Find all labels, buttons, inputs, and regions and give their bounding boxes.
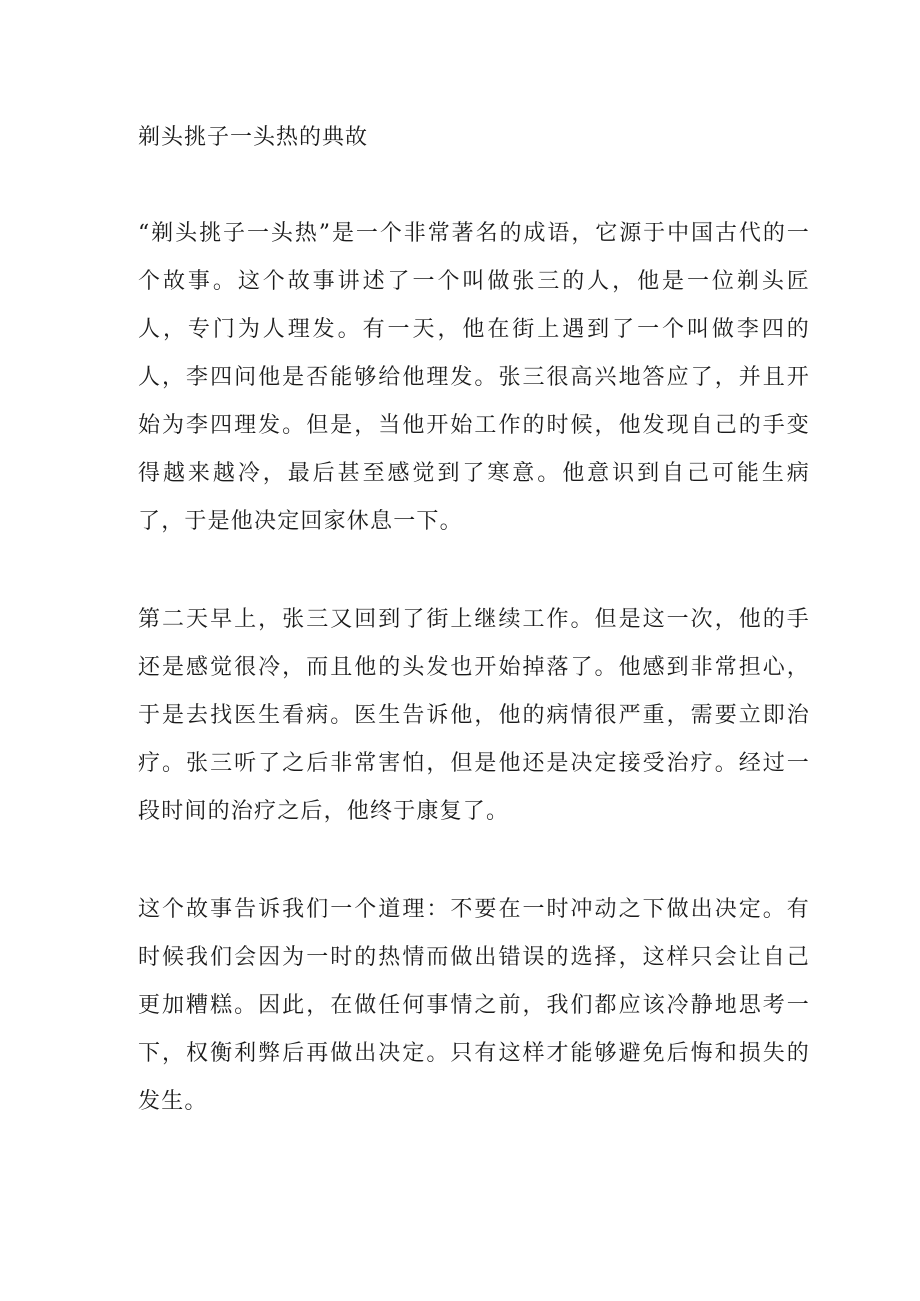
- document-page: [138, 116, 810, 1126]
- paragraph-3: 这个故事告诉我们一个道理：不要在一时冲动之下做出决定。有时候我们会因为一时的热情而做出错误的选择，这样只会让自己更加糟糕。因此，在做任何事情之前，我们都应该冷静地思考一下，权衡利弊后再做出决定。只有这样才能够避免后悔和损失的发生。: [138, 897, 810, 1114]
- paragraph-2: 第二天早上，张三又回到了街上继续工作。但是这一次，他的手还是感觉很冷，而且他的头发也开始掉落了。他感到非常担心，于是去找医生看病。医生告诉他，他的病情很严重，需要立即治疗。张三听了之后非常害怕，但是他还是决定接受治疗。经过一段时间的治疗之后，他终于康复了。: [138, 607, 810, 824]
- paragraph-1: “剃头挑子一头热”是一个非常著名的成语，它源于中国古代的一个故事。这个故事讲述了一个叫做张三的人，他是一位剃头匠人，专门为人理发。有一天，他在街上遇到了一个叫做李四的人，李四问他是否能够给他理发。张三很高兴地答应了，并且开始为李四理发。但是，当他开始工作的时候，他发现自己的手变得越来越冷，最后甚至感觉到了寒意。他意识到自己可能生病了，于是他决定回家休息一下。: [138, 221, 810, 534]
- document-title: 剃头挑子一头热的典故: [138, 125, 369, 150]
